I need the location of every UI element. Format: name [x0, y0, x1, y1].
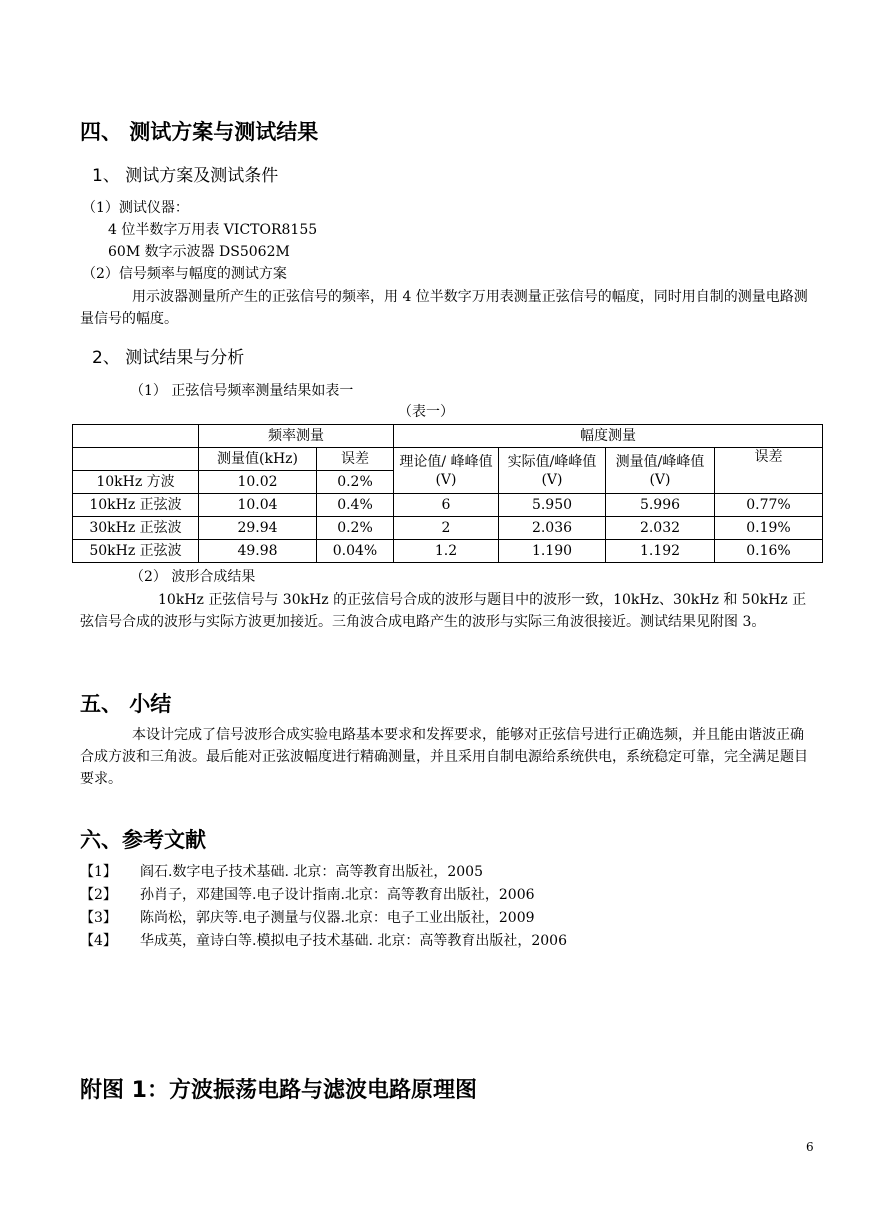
- amp-error: 0.19%: [715, 517, 823, 540]
- amp-error: 0.16%: [715, 540, 823, 563]
- results-table: [72, 424, 823, 563]
- result-item-1: （1） 正弦信号频率测量结果如表一: [130, 383, 354, 399]
- list-item: [80, 884, 535, 904]
- row-label: 10kHz 方波: [73, 471, 199, 494]
- reference-number: 【3】: [80, 910, 117, 926]
- amp-error: 0.77%: [715, 494, 823, 517]
- freq-error: 0.2%: [317, 517, 394, 540]
- reference-number: 【1】: [80, 864, 117, 880]
- table-corner-cell: [73, 425, 199, 448]
- header-actual: 实际值/峰峰值(V): [499, 448, 606, 494]
- reference-number: 【4】: [80, 933, 117, 949]
- row-label: 50kHz 正弦波: [73, 540, 199, 563]
- method-paragraph: 用示波器测量所产生的正弦信号的频率，用 4 位半数字万用表测量正弦信号的幅度，同时用自制的测量电路测量信号的幅度。: [80, 289, 808, 327]
- reference-text: 陈尚松，郭庆等.电子测量与仪器.北京：电子工业出版社，2009: [140, 910, 535, 926]
- actual-value: 2.036: [499, 517, 606, 540]
- summary-paragraph: 本设计完成了信号波形合成实验电路基本要求和发挥要求，能够对正弦信号进行正确选频，并且能由谐波正确合成方波和三角波。最后能对正弦波幅度进行精确测量，并且采用自制电源给系统供电，系统稳定可靠，完全满足题目要求。: [80, 727, 808, 787]
- freq-value: 49.98: [199, 540, 317, 563]
- table-row: [73, 494, 823, 517]
- header-measured-amp: 测量值/峰峰值(V): [606, 448, 715, 494]
- subsection-2-title: 2、 测试结果与分析: [92, 348, 245, 368]
- header-theory: 理论值/ 峰峰值(V): [394, 448, 499, 494]
- measured-amp-value: 1.192: [606, 540, 715, 563]
- section-5-title: 五、 小结: [80, 692, 172, 716]
- freq-value: 10.04: [199, 494, 317, 517]
- freq-error: 0.2%: [317, 471, 394, 494]
- freq-value: 29.94: [199, 517, 317, 540]
- actual-value: 5.950: [499, 494, 606, 517]
- table-caption: （表一）: [398, 404, 454, 420]
- instruments-label: （1）测试仪器：: [82, 200, 189, 216]
- row-label: 10kHz 正弦波: [73, 494, 199, 517]
- subsection-1-title: 1、 测试方案及测试条件: [92, 166, 279, 186]
- section-6-title: 六、参考文献: [80, 828, 206, 852]
- section-4-title: 四、 测试方案与测试结果: [80, 120, 319, 144]
- row-label: 30kHz 正弦波: [73, 517, 199, 540]
- header-measured: 测量值(kHz): [199, 448, 317, 471]
- freq-error: 0.4%: [317, 494, 394, 517]
- theory-value: 2: [394, 517, 499, 540]
- page-number: 6: [806, 1140, 814, 1154]
- list-item: [80, 930, 567, 950]
- table-row: [73, 517, 823, 540]
- measured-amp-value: 5.996: [606, 494, 715, 517]
- method-label: （2）信号频率与幅度的测试方案: [82, 266, 287, 282]
- reference-text: 阎石.数字电子技术基础. 北京：高等教育出版社，2005: [140, 864, 483, 880]
- appendix-title: 附图 1：方波振荡电路与滤波电路原理图: [80, 1078, 477, 1103]
- table-row: [73, 540, 823, 563]
- list-item: [80, 861, 483, 881]
- actual-value: 1.190: [499, 540, 606, 563]
- freq-value: 10.02: [199, 471, 317, 494]
- reference-number: 【2】: [80, 887, 117, 903]
- waveform-paragraph: 10kHz 正弦信号与 30kHz 的正弦信号合成的波形与题目中的波形一致，10kHz、30kHz 和 50kHz 正弦信号合成的波形与实际方波更加接近。三角波合成电路产生的波形与实际三角波很接近。测试结果见附图 3。: [80, 592, 807, 630]
- table-row: [73, 448, 823, 471]
- table-header-row-1: [73, 425, 823, 448]
- reference-text: 华成英，童诗白等.模拟电子技术基础. 北京：高等教育出版社，2006: [140, 933, 567, 949]
- instrument-multimeter: 4 位半数字万用表 VICTOR8155: [108, 222, 318, 238]
- reference-text: 孙肖子，邓建国等.电子设计指南.北京：高等教育出版社，2006: [140, 887, 535, 903]
- result-item-2: （2） 波形合成结果: [130, 569, 256, 585]
- header-amp-group: 幅度测量: [394, 425, 823, 448]
- theory-value: 1.2: [394, 540, 499, 563]
- header-amp-error: 误差: [715, 448, 823, 494]
- freq-error: 0.04%: [317, 540, 394, 563]
- header-freq-group: 频率测量: [199, 425, 394, 448]
- theory-value: 6: [394, 494, 499, 517]
- instrument-oscilloscope: 60M 数字示波器 DS5062M: [108, 244, 290, 260]
- measured-amp-value: 2.032: [606, 517, 715, 540]
- header-error: 误差: [317, 448, 394, 471]
- table-blank-cell: [73, 448, 199, 471]
- list-item: [80, 907, 535, 927]
